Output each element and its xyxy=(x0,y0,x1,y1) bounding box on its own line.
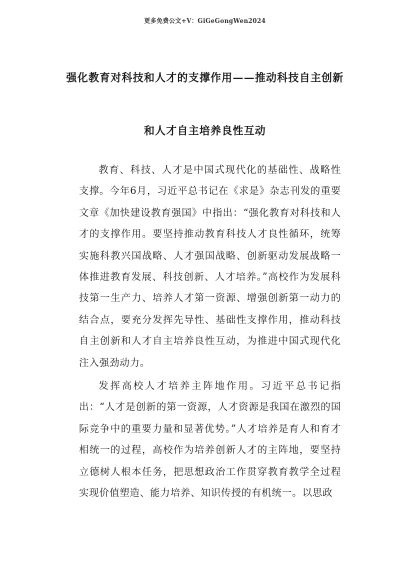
paragraph-1: 教育、科技、人才是中国式现代化的基础性、战略性支撑。今年6月，习近平总书记在《求是》杂志刊发的重要文章《加快建设教育强国》中指出：“强化教育对科技和人才的支撑作用。要坚持推动教育科技人才良性循环，统筹实施科教兴国战略、人才强国战略、创新驱动发展战略一体推进教育发展、科技创新、人才培养。”高校作为发展科技第一生产力、培养人才第一资源、增强创新第一动力的结合点，要充分发挥先导性、基础性支撑作用，推动科技自主创新和人才自主培养良性互动，为推进中国式现代化注入强劲动力。 xyxy=(79,165,341,369)
document-title-line-2: 和人才自主培养良性互动 xyxy=(143,125,267,137)
paragraph-2: 发挥高校人才培养主阵地作用。习近平总书记指出：“人才是创新的第一资源，人才资源是我国在激烈的国际竞争中的重要力量和显著优势。”人才培养是育人和育才相统一的过程，高校作为培养创新人才的主阵地，要坚持立德树人根本任务，把思想政治工作贯穿教育教学全过程实现价值塑造、能力培养、知识传授的有机统一。以思政 xyxy=(79,381,341,500)
document-title-line-1: 强化教育对科技和人才的支撑作用——推动科技自主创新 xyxy=(66,72,344,84)
header-note: 更多免费公文+V：GiGeGongWen2024 xyxy=(144,18,266,25)
document-body xyxy=(79,160,341,507)
